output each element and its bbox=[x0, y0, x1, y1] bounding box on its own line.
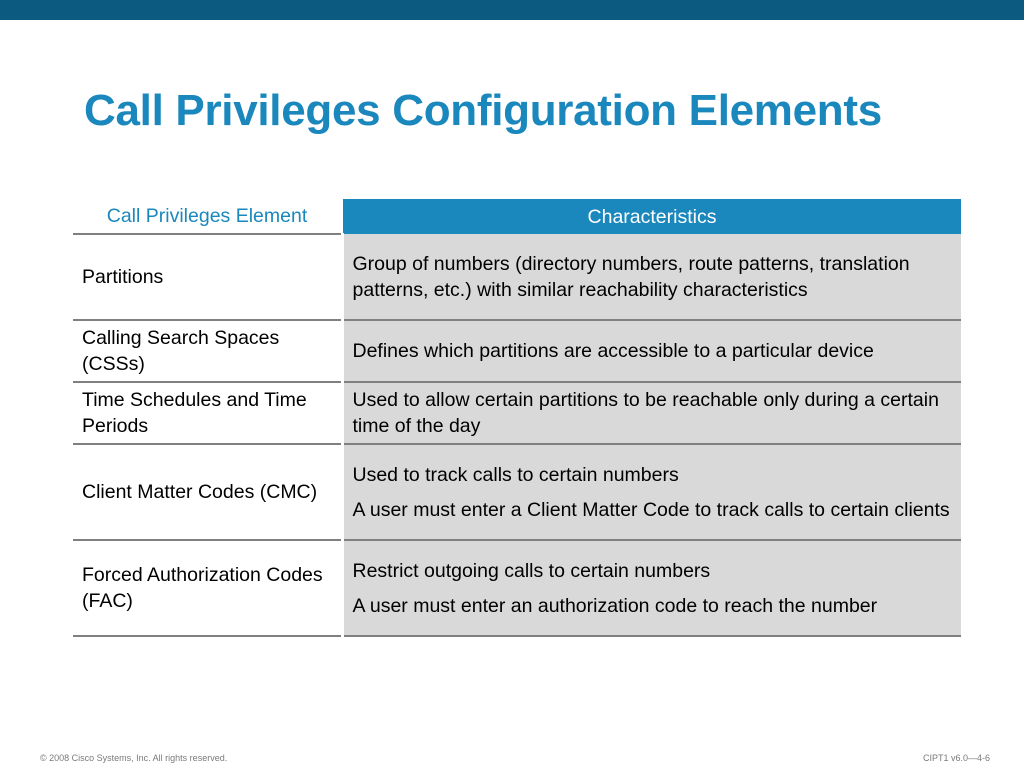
top-banner-bar bbox=[0, 0, 1024, 20]
characteristic-text: A user must enter a Client Matter Code to track calls to certain clients bbox=[352, 498, 950, 521]
characteristics-cell bbox=[342, 234, 961, 320]
element-cell-forced-authorization-codes: Forced Authorization Codes (FAC) bbox=[73, 540, 342, 636]
table-row bbox=[73, 382, 961, 444]
table-row bbox=[73, 234, 961, 320]
element-cell-calling-search-spaces: Calling Search Spaces (CSSs) bbox=[73, 320, 342, 382]
characteristic-text: Defines which partitions are accessible to a particular device bbox=[352, 340, 874, 362]
characteristics-cell bbox=[342, 320, 961, 382]
characteristic-text: A user must enter an authorization code to reach the number bbox=[352, 594, 878, 617]
element-cell-partitions: Partitions bbox=[73, 234, 342, 320]
element-cell-time-schedules: Time Schedules and Time Periods bbox=[73, 382, 342, 444]
table-header-row bbox=[73, 199, 961, 234]
characteristic-text: Restrict outgoing calls to certain numbers bbox=[352, 559, 711, 582]
call-privileges-table bbox=[73, 199, 961, 637]
element-cell-client-matter-codes: Client Matter Codes (CMC) bbox=[73, 444, 342, 540]
characteristics-cell bbox=[342, 444, 961, 540]
characteristic-text: Group of numbers (directory numbers, route patterns, translation patterns, etc.) with similar reachability characteristics bbox=[352, 252, 910, 301]
header-call-privileges-element: Call Privileges Element bbox=[73, 199, 342, 234]
characteristics-cell bbox=[342, 540, 961, 636]
footer-course-ref: CIPT1 v6.0—4-6 bbox=[922, 753, 990, 763]
characteristics-cell bbox=[342, 382, 961, 444]
characteristic-text: Used to track calls to certain numbers bbox=[352, 463, 679, 486]
table-row bbox=[73, 320, 961, 382]
table-row bbox=[73, 540, 961, 636]
header-characteristics: Characteristics bbox=[342, 199, 961, 234]
table-row bbox=[73, 444, 961, 540]
slide-title: Call Privileges Configuration Elements bbox=[84, 86, 882, 135]
footer-copyright: © 2008 Cisco Systems, Inc. All rights reserved. bbox=[40, 753, 228, 763]
characteristic-text: Used to allow certain partitions to be reachable only during a certain time of the day bbox=[352, 389, 939, 437]
